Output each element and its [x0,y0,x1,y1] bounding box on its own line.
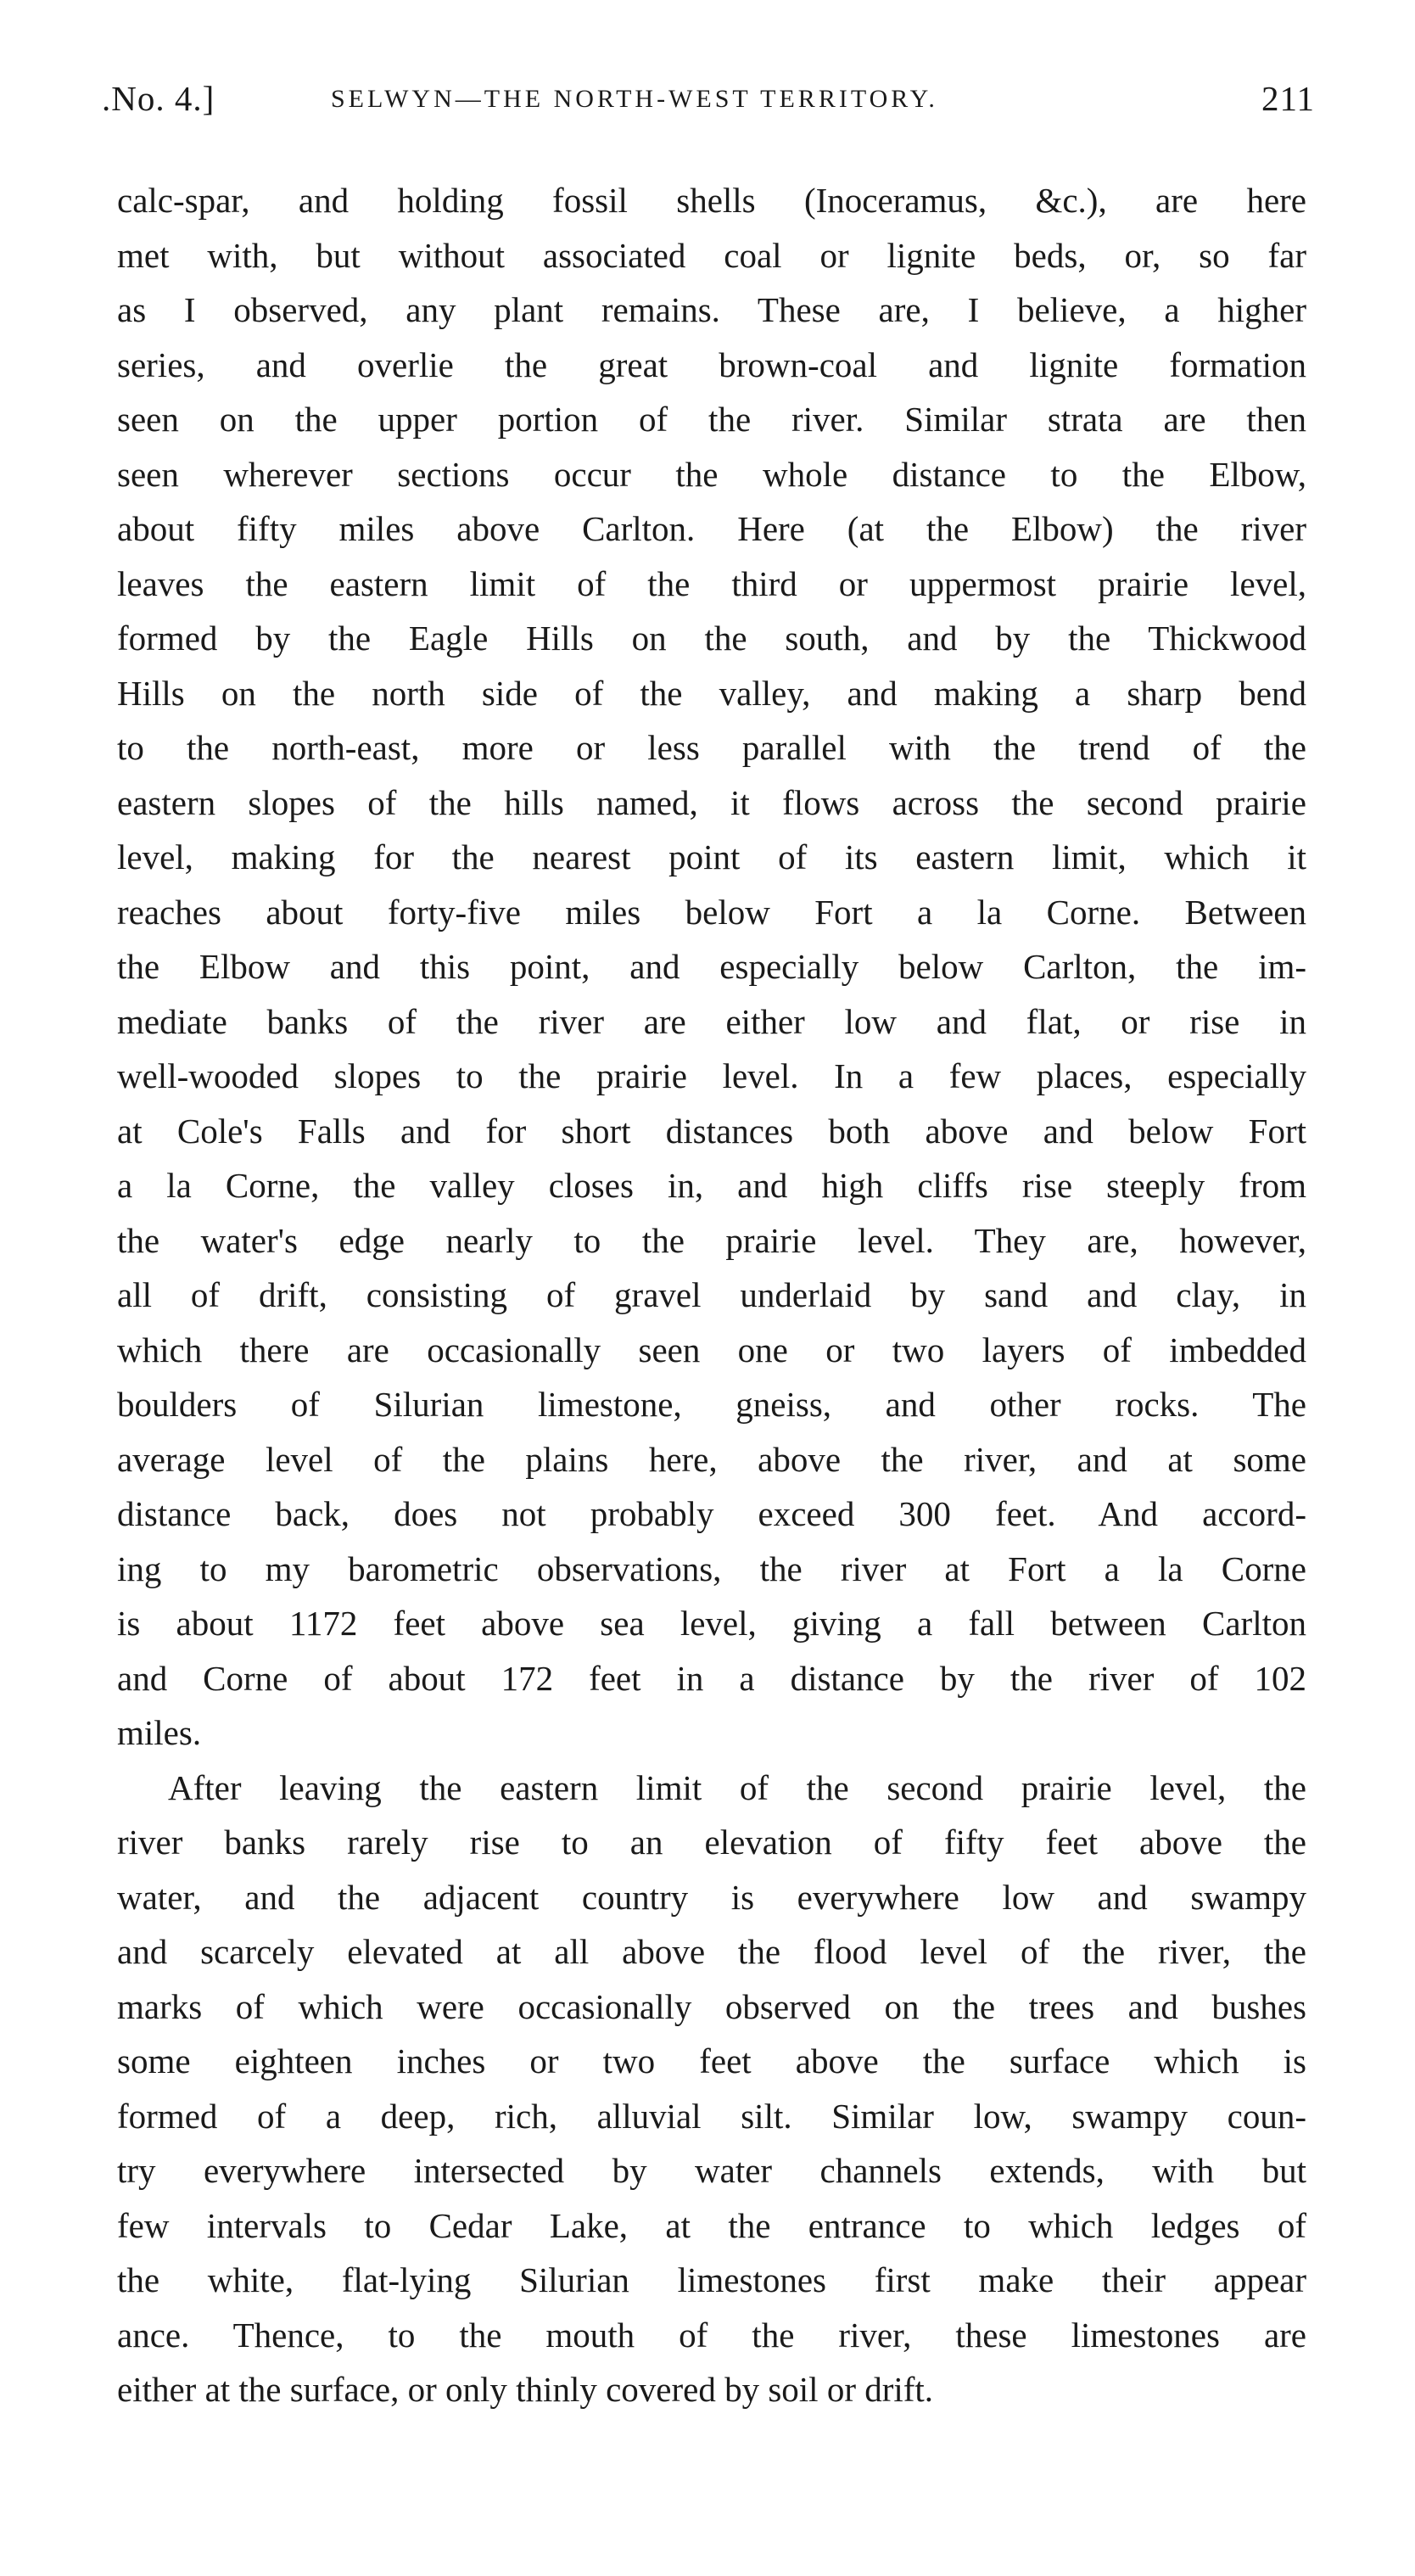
text-line: seen wherever sections occur the whole distance to the Elbow, [117,454,1306,494]
text-line: some eighteen inches or two feet above the surface which is [117,2041,1306,2080]
text-line: series, and overlie the great brown-coal and lignite formation [117,344,1306,384]
text-line: which there are occasionally seen one or two layers of imbedded [117,1330,1306,1369]
text-line: After leaving the eastern limit of the second prairie level, the [168,1767,1306,1807]
text-line: the water's edge nearly to the prairie level. They are, however, [117,1220,1306,1260]
text-line: formed by the Eagle Hills on the south, and by the Thickwood [117,619,1306,658]
paragraph-1 [117,173,1306,1761]
running-title: SELWYN—THE NORTH-WEST TERRITORY. [331,85,938,113]
text-line: river banks rarely rise to an elevation of fifty feet above the [117,1823,1306,1862]
text-line: a la Corne, the valley closes in, and high cliffs rise steeply from [117,1166,1306,1205]
text-line: well-wooded slopes to the prairie level. In a few places, especially [117,1056,1306,1095]
text-line: and scarcely elevated at all above the flood level of the river, the [117,1932,1306,1971]
text-line: boulders of Silurian limestone, gneiss, and other rocks. The [117,1385,1306,1424]
text-line: Hills on the north side of the valley, and making a sharp bend [117,673,1306,713]
text-line: distance back, does not probably exceed 300 feet. And accord- [117,1494,1306,1533]
text-line: seen on the upper portion of the river. Similar strata are then [117,400,1306,439]
text-line: try everywhere intersected by water channels extends, with but [117,2151,1306,2190]
text-line: leaves the eastern limit of the third or uppermost prairie level, [117,563,1306,603]
text-line: about fifty miles above Carlton. Here (at the Elbow) the river [117,509,1306,548]
text-line: marks of which were occasionally observed on the trees and bushes [117,1986,1306,2026]
text-line: the Elbow and this point, and especially below Carlton, the im- [117,947,1306,986]
text-line: ing to my barometric observations, the river at Fort a la Corne [117,1548,1306,1588]
text-line: the white, flat-lying Silurian limestones first make their appear [117,2260,1306,2299]
page-number: 211 [1261,79,1315,118]
text-line: miles. [117,1713,202,1752]
text-line: to the north-east, more or less parallel with the trend of the [117,728,1306,767]
running-header [102,78,1315,137]
text-line: ance. Thence, to the mouth of the river, these limestones are [117,2315,1306,2355]
text-line: is about 1172 feet above sea level, giving a fall between Carlton [117,1604,1306,1643]
text-line: at Cole's Falls and for short distances both above and below Fort [117,1111,1306,1151]
body-text [117,173,1306,2417]
text-line: level, making for the nearest point of its eastern limit, which it [117,837,1306,876]
text-line: met with, but without associated coal or lignite beds, or, so far [117,235,1306,275]
text-line: all of drift, consisting of gravel underlaid by sand and clay, in [117,1275,1306,1314]
text-line: few intervals to Cedar Lake, at the entrance to which ledges of [117,2205,1306,2245]
text-line: calc-spar, and holding fossil shells (Inoceramus, &c.), are here [117,181,1306,220]
text-line: either at the surface, or only thinly covered by soil or drift. [117,2370,934,2409]
text-line: eastern slopes of the hills named, it flows across the second prairie [117,782,1306,822]
text-line: average level of the plains here, above the river, and at some [117,1439,1306,1479]
text-line: as I observed, any plant remains. These are, I believe, a higher [117,290,1306,329]
issue-number: .No. 4.] [102,79,215,118]
text-line: water, and the adjacent country is everywhere low and swampy [117,1877,1306,1917]
text-line: reaches about forty-five miles below Fort a la Corne. Between [117,892,1306,932]
text-line: formed of a deep, rich, alluvial silt. Similar low, swampy coun- [117,2096,1306,2136]
paragraph-2 [117,1761,1306,2417]
text-line: and Corne of about 172 feet in a distance by the river of 102 [117,1658,1306,1698]
text-line: mediate banks of the river are either low and flat, or rise in [117,1001,1306,1041]
